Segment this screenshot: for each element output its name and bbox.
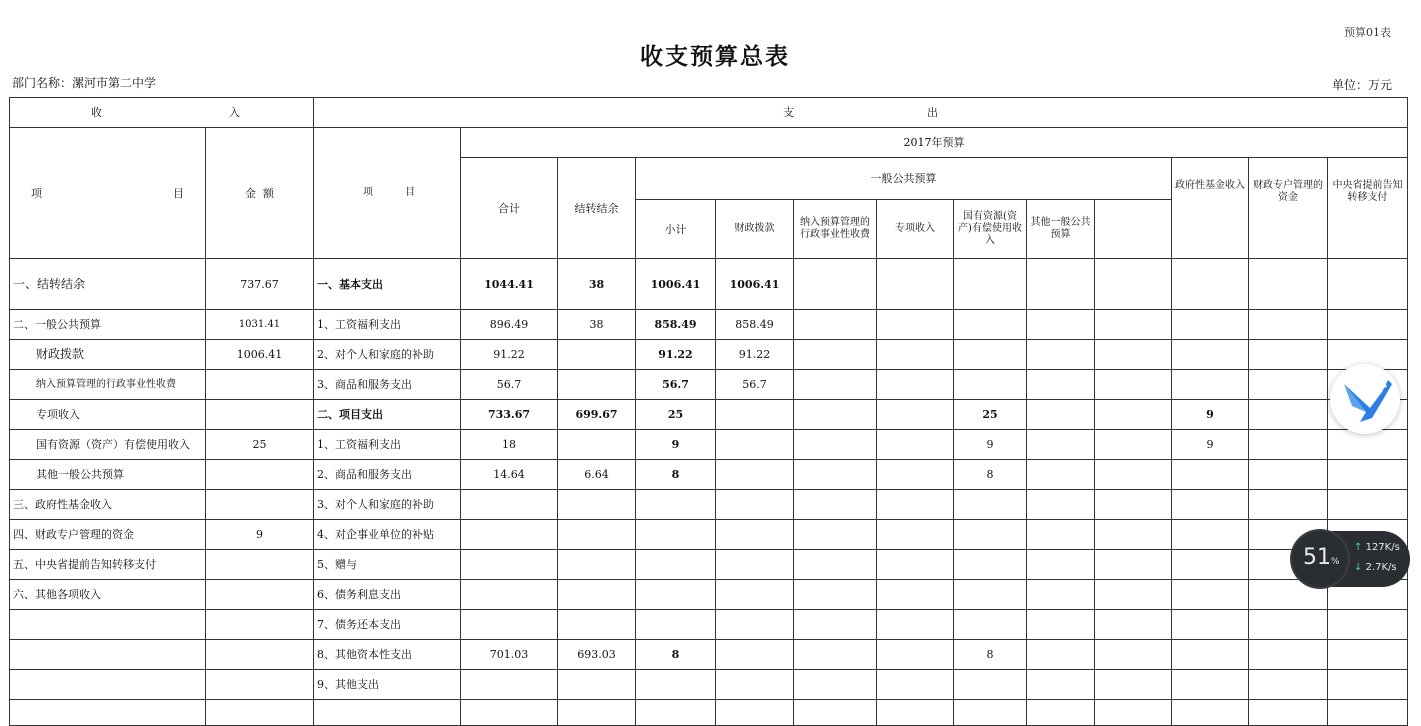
cell-subtotal: 8 bbox=[636, 640, 716, 670]
table-row bbox=[10, 259, 1408, 310]
cell-empty bbox=[1095, 259, 1172, 310]
cell-carryover bbox=[558, 370, 636, 400]
cell-expense-item: 5、赠与 bbox=[314, 550, 461, 580]
cell-subtotal: 25 bbox=[636, 400, 716, 430]
cell-carryover bbox=[558, 610, 636, 640]
network-speed-widget[interactable] bbox=[1292, 531, 1410, 587]
total-header: 合计 bbox=[461, 158, 558, 259]
cell-income-item bbox=[10, 670, 206, 700]
cell-fiscal bbox=[716, 610, 794, 640]
cell-expense-item: 4、对企事业单位的补贴 bbox=[314, 520, 461, 550]
cell-total: 91.22 bbox=[461, 340, 558, 370]
cell-empty bbox=[794, 460, 877, 490]
cell-expense-item: 8、其他资本性支出 bbox=[314, 640, 461, 670]
cell-empty bbox=[794, 520, 877, 550]
cell-amount: 737.67 bbox=[206, 259, 314, 310]
cell-empty bbox=[794, 430, 877, 460]
cell-fiscal bbox=[716, 430, 794, 460]
cell-empty bbox=[877, 460, 954, 490]
cell-empty bbox=[1027, 430, 1095, 460]
cell-empty bbox=[1249, 370, 1328, 400]
cell-state-asset bbox=[954, 610, 1027, 640]
cell-empty bbox=[1095, 340, 1172, 370]
cell-subtotal bbox=[636, 700, 716, 726]
cell-income-item bbox=[10, 640, 206, 670]
cell-subtotal bbox=[636, 610, 716, 640]
cell-total: 733.67 bbox=[461, 400, 558, 430]
cell-total bbox=[461, 610, 558, 640]
cell-fiscal bbox=[716, 700, 794, 726]
cell-total bbox=[461, 490, 558, 520]
download-speed-value: 2.7K/s bbox=[1365, 562, 1397, 573]
cell-empty bbox=[1249, 700, 1328, 726]
cell-state-asset bbox=[954, 370, 1027, 400]
cell-carryover: 38 bbox=[558, 310, 636, 340]
cell-empty bbox=[1249, 430, 1328, 460]
expense-header bbox=[314, 98, 1408, 128]
cell-fiscal bbox=[716, 670, 794, 700]
cell-expense-item: 2、对个人和家庭的补助 bbox=[314, 340, 461, 370]
cell-carryover bbox=[558, 670, 636, 700]
cell-expense-item: 1、工资福利支出 bbox=[314, 310, 461, 340]
bird-app-floating-button[interactable] bbox=[1330, 364, 1400, 434]
cell-income-item: 国有资源（资产）有偿使用收入 bbox=[10, 430, 206, 460]
cell-fiscal bbox=[716, 490, 794, 520]
cell-subtotal bbox=[636, 670, 716, 700]
cell-state-asset bbox=[954, 550, 1027, 580]
table-row bbox=[10, 400, 1408, 430]
cell-empty bbox=[1095, 520, 1172, 550]
cell-subtotal: 56.7 bbox=[636, 370, 716, 400]
table-row bbox=[10, 670, 1408, 700]
cell-empty bbox=[1328, 430, 1408, 460]
cell-expense-item: 9、其他支出 bbox=[314, 670, 461, 700]
subtotal-header: 小计 bbox=[636, 200, 716, 259]
expense-header-char2: 出 bbox=[927, 106, 939, 119]
cell-subtotal: 858.49 bbox=[636, 310, 716, 340]
cell-empty bbox=[1027, 460, 1095, 490]
cell-empty bbox=[1249, 490, 1328, 520]
cell-expense-item: 2、商品和服务支出 bbox=[314, 460, 461, 490]
cell-fiscal bbox=[716, 550, 794, 580]
arrow-up-icon: ↑ bbox=[1354, 542, 1363, 553]
cell-carryover: 693.03 bbox=[558, 640, 636, 670]
cell-empty bbox=[877, 610, 954, 640]
cell-state-asset: 9 bbox=[954, 430, 1027, 460]
cell-empty bbox=[877, 520, 954, 550]
expense-item-header bbox=[314, 128, 461, 259]
cell-empty bbox=[794, 700, 877, 726]
department-label: 部门名称：漯河市第二中学 bbox=[12, 76, 157, 90]
cell-fiscal bbox=[716, 640, 794, 670]
cell-empty bbox=[1249, 259, 1328, 310]
cell-income-item bbox=[10, 700, 206, 726]
cell-total: 56.7 bbox=[461, 370, 558, 400]
cell-state-asset bbox=[954, 259, 1027, 310]
cell-special-fund: 9 bbox=[1172, 430, 1249, 460]
cell-total: 1044.41 bbox=[461, 259, 558, 310]
cell-empty bbox=[794, 610, 877, 640]
cell-empty bbox=[1095, 640, 1172, 670]
cell-amount bbox=[206, 550, 314, 580]
cell-empty bbox=[1249, 460, 1328, 490]
cell-empty bbox=[1249, 400, 1328, 430]
cell-expense-item: 3、商品和服务支出 bbox=[314, 370, 461, 400]
cell-amount bbox=[206, 580, 314, 610]
page-title: 收支预算总表 bbox=[640, 43, 790, 70]
cell-fiscal: 56.7 bbox=[716, 370, 794, 400]
cell-special-fund bbox=[1172, 580, 1249, 610]
cell-amount bbox=[206, 700, 314, 726]
cell-total bbox=[461, 520, 558, 550]
cell-empty bbox=[1095, 670, 1172, 700]
cell-income-item: 四、财政专户管理的资金 bbox=[10, 520, 206, 550]
table-row bbox=[10, 550, 1408, 580]
cell-income-item: 五、中央省提前告知转移支付 bbox=[10, 550, 206, 580]
cell-state-asset bbox=[954, 700, 1027, 726]
cell-empty bbox=[877, 400, 954, 430]
cell-empty bbox=[877, 430, 954, 460]
cell-carryover bbox=[558, 700, 636, 726]
cell-carryover: 38 bbox=[558, 259, 636, 310]
expense-item-header-char1: 项 bbox=[363, 187, 373, 198]
admin-fee-header: 纳入预算管理的行政事业性收费 bbox=[794, 200, 877, 259]
expense-item-header-char2: 目 bbox=[405, 187, 415, 198]
speed-percent bbox=[1303, 545, 1340, 570]
cell-empty bbox=[1328, 610, 1408, 640]
cell-subtotal: 91.22 bbox=[636, 340, 716, 370]
gov-fund-header: 政府性基金收入 bbox=[1172, 158, 1249, 259]
cell-income-item: 六、其他各项收入 bbox=[10, 580, 206, 610]
table-row bbox=[10, 580, 1408, 610]
cell-special-fund bbox=[1172, 640, 1249, 670]
cell-fiscal: 91.22 bbox=[716, 340, 794, 370]
cell-carryover: 699.67 bbox=[558, 400, 636, 430]
cell-empty bbox=[1328, 259, 1408, 310]
cell-fiscal bbox=[716, 520, 794, 550]
cell-special-fund bbox=[1172, 460, 1249, 490]
year-header: 2017年预算 bbox=[461, 128, 1408, 158]
table-row bbox=[10, 700, 1408, 726]
carryover-header: 结转结余 bbox=[558, 158, 636, 259]
general-budget-header: 一般公共预算 bbox=[636, 158, 1172, 200]
table-row bbox=[10, 640, 1408, 670]
cell-state-asset bbox=[954, 310, 1027, 340]
upload-speed-value: 127K/s bbox=[1365, 542, 1400, 553]
cell-carryover bbox=[558, 340, 636, 370]
cell-empty bbox=[794, 310, 877, 340]
cell-expense-item bbox=[314, 700, 461, 726]
cell-fiscal bbox=[716, 580, 794, 610]
income-item-header bbox=[10, 128, 206, 259]
cell-carryover bbox=[558, 490, 636, 520]
cell-expense-item: 二、项目支出 bbox=[314, 400, 461, 430]
cell-special-fund bbox=[1172, 340, 1249, 370]
cell-amount: 1031.41 bbox=[206, 310, 314, 340]
table-row bbox=[10, 520, 1408, 550]
cell-empty bbox=[1249, 310, 1328, 340]
cell-total: 896.49 bbox=[461, 310, 558, 340]
cell-total bbox=[461, 670, 558, 700]
table-row bbox=[10, 460, 1408, 490]
cell-subtotal bbox=[636, 550, 716, 580]
cell-subtotal bbox=[636, 490, 716, 520]
cell-total: 14.64 bbox=[461, 460, 558, 490]
cell-income-item: 三、政府性基金收入 bbox=[10, 490, 206, 520]
cell-empty bbox=[1095, 310, 1172, 340]
cell-special-fund bbox=[1172, 670, 1249, 700]
fiscal-header: 财政拨款 bbox=[716, 200, 794, 259]
cell-income-item: 财政拨款 bbox=[10, 340, 206, 370]
cell-carryover bbox=[558, 550, 636, 580]
cell-empty bbox=[794, 670, 877, 700]
cell-empty bbox=[794, 400, 877, 430]
cell-empty bbox=[1095, 460, 1172, 490]
cell-empty bbox=[1328, 670, 1408, 700]
cell-expense-item: 6、债务利息支出 bbox=[314, 580, 461, 610]
cell-empty bbox=[1095, 610, 1172, 640]
cell-amount bbox=[206, 490, 314, 520]
cell-empty bbox=[1095, 370, 1172, 400]
upload-speed bbox=[1354, 542, 1400, 553]
cell-special-fund bbox=[1172, 610, 1249, 640]
cell-empty bbox=[1249, 640, 1328, 670]
cell-total: 18 bbox=[461, 430, 558, 460]
cell-empty bbox=[1027, 580, 1095, 610]
cell-empty bbox=[794, 640, 877, 670]
cell-amount bbox=[206, 610, 314, 640]
cell-carryover bbox=[558, 430, 636, 460]
cell-special-fund bbox=[1172, 370, 1249, 400]
cell-expense-item: 1、工资福利支出 bbox=[314, 430, 461, 460]
cell-empty bbox=[1328, 700, 1408, 726]
cell-empty bbox=[877, 259, 954, 310]
cell-empty bbox=[794, 340, 877, 370]
cell-empty bbox=[794, 259, 877, 310]
income-header-char2: 入 bbox=[229, 106, 240, 119]
cell-empty bbox=[1328, 460, 1408, 490]
table-row bbox=[10, 340, 1408, 370]
cell-carryover bbox=[558, 580, 636, 610]
cell-subtotal: 8 bbox=[636, 460, 716, 490]
cell-subtotal bbox=[636, 520, 716, 550]
cell-special-fund bbox=[1172, 700, 1249, 726]
cell-empty bbox=[794, 580, 877, 610]
cell-total bbox=[461, 700, 558, 726]
income-header-char1: 收 bbox=[91, 106, 102, 119]
cell-empty bbox=[1027, 520, 1095, 550]
cell-income-item: 专项收入 bbox=[10, 400, 206, 430]
cell-empty bbox=[1249, 610, 1328, 640]
cell-empty bbox=[1095, 400, 1172, 430]
speed-percent-unit: % bbox=[1331, 557, 1340, 567]
cell-special-fund bbox=[1172, 259, 1249, 310]
cell-empty bbox=[1027, 370, 1095, 400]
expense-header-char1: 支 bbox=[783, 106, 794, 119]
cell-special-fund bbox=[1172, 550, 1249, 580]
cell-total bbox=[461, 550, 558, 580]
cell-state-asset: 8 bbox=[954, 640, 1027, 670]
cell-empty bbox=[1027, 550, 1095, 580]
cell-empty bbox=[877, 700, 954, 726]
cell-empty bbox=[1328, 490, 1408, 520]
cell-expense-item: 7、债务还本支出 bbox=[314, 610, 461, 640]
cell-empty bbox=[877, 370, 954, 400]
cell-state-asset: 25 bbox=[954, 400, 1027, 430]
cell-subtotal: 9 bbox=[636, 430, 716, 460]
cell-total: 701.03 bbox=[461, 640, 558, 670]
cell-empty bbox=[1027, 490, 1095, 520]
cell-state-asset bbox=[954, 670, 1027, 700]
cell-amount bbox=[206, 370, 314, 400]
cell-empty bbox=[794, 370, 877, 400]
cell-amount: 25 bbox=[206, 430, 314, 460]
cell-income-item: 二、一般公共预算 bbox=[10, 310, 206, 340]
cell-amount bbox=[206, 460, 314, 490]
amount-header: 金 额 bbox=[206, 128, 314, 259]
cell-empty bbox=[1095, 430, 1172, 460]
cell-empty bbox=[1328, 640, 1408, 670]
cell-empty bbox=[877, 670, 954, 700]
cell-empty bbox=[1027, 259, 1095, 310]
cell-empty bbox=[1095, 580, 1172, 610]
cell-state-asset bbox=[954, 580, 1027, 610]
cell-empty bbox=[794, 490, 877, 520]
cell-fiscal bbox=[716, 400, 794, 430]
cell-empty bbox=[1249, 340, 1328, 370]
cell-total bbox=[461, 580, 558, 610]
cell-empty bbox=[1027, 400, 1095, 430]
form-code: 预算01表 bbox=[1344, 26, 1391, 39]
table-row bbox=[10, 430, 1408, 460]
arrow-down-icon: ↓ bbox=[1354, 562, 1363, 573]
cell-empty bbox=[877, 640, 954, 670]
budget-table bbox=[9, 97, 1408, 726]
cell-fiscal: 1006.41 bbox=[716, 259, 794, 310]
cell-amount: 1006.41 bbox=[206, 340, 314, 370]
cell-subtotal: 1006.41 bbox=[636, 259, 716, 310]
cell-amount bbox=[206, 400, 314, 430]
cell-special-fund bbox=[1172, 520, 1249, 550]
cell-expense-item: 一、基本支出 bbox=[314, 259, 461, 310]
cell-empty bbox=[877, 580, 954, 610]
cell-empty bbox=[877, 550, 954, 580]
table-row bbox=[10, 610, 1408, 640]
cell-amount: 9 bbox=[206, 520, 314, 550]
table-row bbox=[10, 310, 1408, 340]
cell-state-asset: 8 bbox=[954, 460, 1027, 490]
special-fund-header: 财政专户管理的资金 bbox=[1249, 158, 1328, 259]
cell-empty bbox=[1027, 610, 1095, 640]
cell-income-item: 一、结转结余 bbox=[10, 259, 206, 310]
cell-fiscal bbox=[716, 460, 794, 490]
cell-empty bbox=[877, 310, 954, 340]
cell-special-fund bbox=[1172, 310, 1249, 340]
cell-empty bbox=[1328, 310, 1408, 340]
cell-subtotal bbox=[636, 580, 716, 610]
state-asset-header: 国有资源(资产)有偿使用收入 bbox=[954, 200, 1027, 259]
cell-income-item: 其他一般公共预算 bbox=[10, 460, 206, 490]
table-row bbox=[10, 370, 1408, 400]
other-general-header: 其他一般公共预算 bbox=[1027, 200, 1095, 259]
cell-empty bbox=[1249, 670, 1328, 700]
cell-state-asset bbox=[954, 340, 1027, 370]
download-speed bbox=[1354, 562, 1397, 573]
cell-carryover bbox=[558, 520, 636, 550]
cell-empty bbox=[877, 340, 954, 370]
cell-income-item: 纳入预算管理的行政事业性收费 bbox=[10, 370, 206, 400]
cell-empty bbox=[1027, 670, 1095, 700]
unit-label: 单位：万元 bbox=[1331, 78, 1392, 92]
cell-carryover: 6.64 bbox=[558, 460, 636, 490]
cell-empty bbox=[1027, 700, 1095, 726]
cell-special-fund bbox=[1172, 490, 1249, 520]
income-item-header-char2: 目 bbox=[173, 186, 184, 200]
cell-empty bbox=[1027, 340, 1095, 370]
cell-empty bbox=[1095, 700, 1172, 726]
central-transfer-header: 中央省提前告知转移支付 bbox=[1328, 158, 1408, 259]
cell-expense-item: 3、对个人和家庭的补助 bbox=[314, 490, 461, 520]
income-item-header-char1: 项 bbox=[31, 186, 42, 200]
cell-income-item bbox=[10, 610, 206, 640]
cell-empty bbox=[794, 550, 877, 580]
special-income-header: 专项收入 bbox=[877, 200, 954, 259]
cell-empty bbox=[1095, 490, 1172, 520]
cell-empty bbox=[1095, 550, 1172, 580]
cell-amount bbox=[206, 640, 314, 670]
cell-empty bbox=[877, 490, 954, 520]
cell-amount bbox=[206, 670, 314, 700]
cell-fiscal: 858.49 bbox=[716, 310, 794, 340]
table-row bbox=[10, 490, 1408, 520]
speed-percent-value: 51 bbox=[1303, 545, 1331, 570]
cell-state-asset bbox=[954, 520, 1027, 550]
income-header bbox=[10, 98, 314, 128]
cell-empty bbox=[1027, 640, 1095, 670]
cell-empty bbox=[1027, 310, 1095, 340]
cell-state-asset bbox=[954, 490, 1027, 520]
bird-icon bbox=[1330, 364, 1400, 434]
cell-special-fund: 9 bbox=[1172, 400, 1249, 430]
